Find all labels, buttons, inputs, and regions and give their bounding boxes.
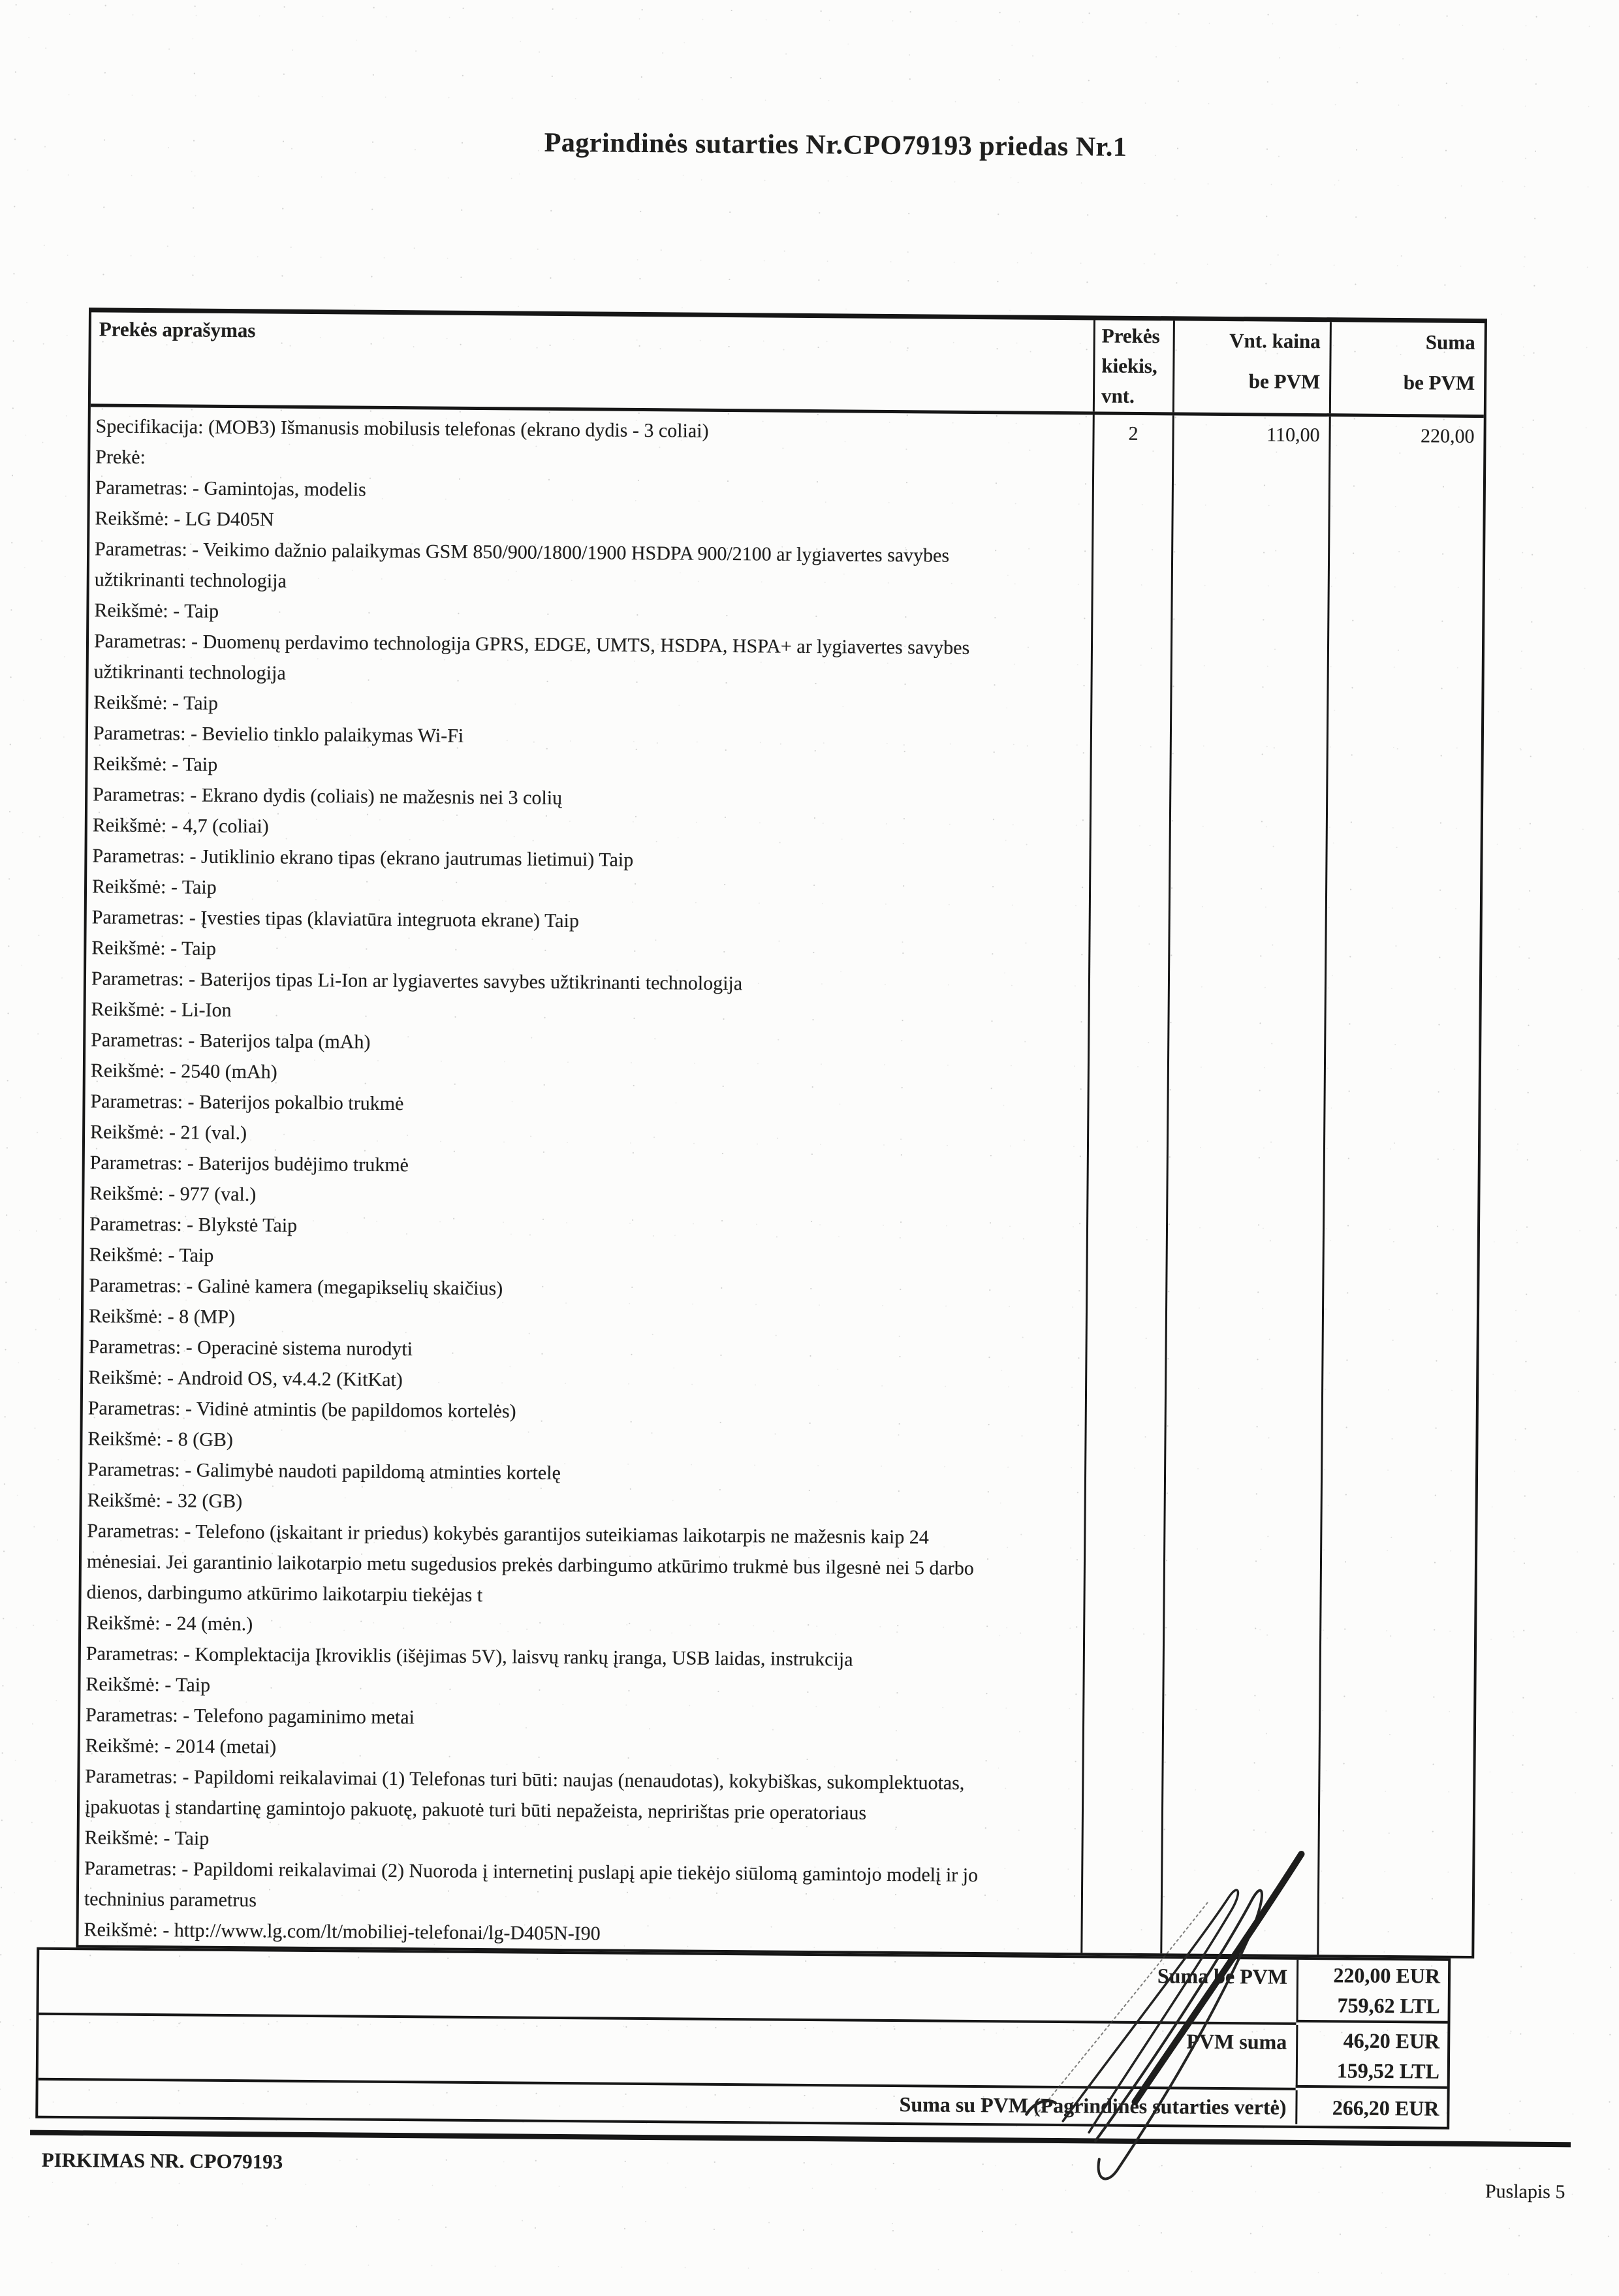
spec-line: dienos, darbingumo atkūrimo laikotarpiu tiekėjas t bbox=[86, 1581, 483, 1607]
spec-line: Parametras: - Duomenų perdavimo technologija GPRS, EDGE, UMTS, HSDPA, HSPA+ ar lygiavertes savybes bbox=[93, 630, 970, 659]
spec-line: Reikšmė: - 2014 (metai) bbox=[85, 1735, 277, 1758]
spec-line: Reikšmė: - 8 (MP) bbox=[88, 1305, 236, 1329]
spec-line: Reikšmė: - 24 (mėn.) bbox=[86, 1612, 253, 1635]
column-header-quantity bbox=[1093, 320, 1173, 412]
totals-pvm-suma-eur: 46,20 EUR bbox=[1343, 2028, 1440, 2053]
spec-line: Reikšmė: - 2540 (mAh) bbox=[90, 1060, 277, 1083]
totals-pvm-suma-ltl: 159,52 LTL bbox=[1336, 2058, 1440, 2083]
item-quantity: 2 bbox=[1080, 415, 1172, 1953]
spec-line: Reikšmė: - Taip bbox=[94, 599, 219, 622]
spec-line: Parametras: - Galimybė naudoti papildomą atminties kortelę bbox=[87, 1458, 561, 1485]
spec-line: Parametras: - Įvesties tipas (klaviatūra integruota ekrane) Taip bbox=[91, 906, 580, 932]
totals-table bbox=[35, 1947, 1451, 2130]
totals-value-suma-su-pvm bbox=[1295, 2090, 1447, 2126]
column-header-unit-price-line2: be PVM bbox=[1248, 370, 1321, 394]
spec-line: Reikšmė: - LG D405N bbox=[95, 507, 274, 531]
spec-line: Reikšmė: - 21 (val.) bbox=[89, 1121, 247, 1144]
totals-suma-be-pvm-eur: 220,00 EUR bbox=[1333, 1963, 1441, 1988]
totals-label-suma-su-pvm: Suma su PVM (Pagrindinės sutarties vertė) bbox=[899, 2092, 1287, 2119]
spec-line: Reikšmė: - Android OS, v4.4.2 (KitKat) bbox=[88, 1366, 403, 1391]
column-header-quantity-line3: vnt. bbox=[1101, 384, 1135, 407]
spec-line: Prekė: bbox=[95, 446, 146, 468]
spec-line: Reikšmė: - Taip bbox=[86, 1673, 211, 1696]
column-header-unit-price bbox=[1172, 321, 1330, 413]
spec-line: Reikšmė: - 8 (GB) bbox=[87, 1428, 234, 1451]
spec-line: Parametras: - Baterijos budėjimo trukmė bbox=[89, 1152, 409, 1176]
spec-line: užtikrinanti technologija bbox=[93, 661, 286, 684]
spec-line: Parametras: - Operacinė sistema nurodyti bbox=[88, 1336, 413, 1360]
totals-label-pvm-suma: PVM suma bbox=[39, 2015, 1297, 2090]
spec-line: Reikšmė: - Taip bbox=[91, 875, 217, 898]
spec-line: Parametras: - Bevielio tinklo palaikymas Wi-Fi bbox=[93, 722, 464, 747]
purchase-number: PIRKIMAS NR. CPO79193 bbox=[41, 2148, 283, 2173]
spec-line: Parametras: - Baterijos tipas Li-Ion ar lygiavertes savybes užtikrinanti technologija bbox=[91, 967, 743, 995]
items-table bbox=[76, 307, 1487, 1958]
spec-line: užtikrinanti technologija bbox=[94, 569, 287, 592]
item-total: 220,00 bbox=[1317, 417, 1483, 1956]
totals-value-pvm-suma bbox=[1296, 2025, 1448, 2089]
items-table-body-row bbox=[78, 407, 1483, 1956]
spec-line: Parametras: - Baterijos pokalbio trukmė bbox=[90, 1090, 404, 1115]
spec-line: Reikšmė: - 977 (val.) bbox=[89, 1182, 257, 1206]
spec-line: Reikšmė: - Taip bbox=[91, 937, 217, 960]
items-table-header-row bbox=[91, 312, 1485, 418]
item-unit-price: 110,00 bbox=[1160, 415, 1328, 1955]
spec-line: Parametras: - Papildomi reikalavimai (1) Telefonas turi būti: naujas (nenaudotas), kokybiškas, sukomplektuotas, bbox=[85, 1765, 965, 1794]
item-description bbox=[78, 407, 1092, 1953]
column-header-total bbox=[1329, 322, 1485, 415]
column-header-total-line2: be PVM bbox=[1403, 371, 1475, 394]
column-header-description: Prekės aprašymas bbox=[99, 317, 256, 342]
totals-suma-be-pvm-ltl: 759,62 LTL bbox=[1337, 1993, 1440, 2018]
column-header-quantity-line1: Prekės bbox=[1101, 324, 1160, 348]
totals-label-suma-be-pvm: Suma be PVM bbox=[39, 1950, 1297, 2025]
spec-line: Reikšmė: - Taip bbox=[93, 691, 219, 714]
spec-line: Parametras: - Gamintojas, modelis bbox=[95, 477, 366, 501]
spec-line: Parametras: - Blykstė Taip bbox=[89, 1213, 298, 1236]
footer-divider bbox=[30, 2130, 1571, 2148]
page-number: Puslapis 5 bbox=[1485, 2180, 1565, 2203]
totals-suma-su-pvm-eur: 266,20 EUR bbox=[1332, 2096, 1439, 2120]
column-header-quantity-line2: kiekis, bbox=[1101, 354, 1157, 378]
spec-line: Parametras: - Baterijos talpa (mAh) bbox=[91, 1029, 371, 1053]
spec-line: Parametras: - Papildomi reikalavimai (2) Nuoroda į internetinį puslapį apie tiekėjo siūlomą gamintojo modelį ir jo bbox=[84, 1857, 979, 1887]
spec-line: Parametras: - Telefono (įskaitant ir priedus) kokybės garantijos suteikiamas laikotarpis ne mažesnis kaip 24 bbox=[87, 1520, 929, 1549]
spec-line: techninius parametrus bbox=[84, 1888, 257, 1911]
spec-line: Reikšmė: - 32 (GB) bbox=[87, 1489, 243, 1513]
document-title: Pagrindinės sutarties Nr.CPO79193 priedas Nr.1 bbox=[544, 127, 1127, 163]
spec-line: Reikšmė: - Taip bbox=[93, 753, 218, 776]
column-header-unit-price-line1: Vnt. kaina bbox=[1229, 329, 1321, 353]
spec-line: Parametras: - Veikimo dažnio palaikymas GSM 850/900/1800/1900 HSDPA 900/2100 ar lygiavertes savybes bbox=[95, 538, 950, 567]
spec-line: Specifikacija: (MOB3) Išmanusis mobilusis telefonas (ekrano dydis - 3 coliai) bbox=[95, 415, 709, 442]
spec-line: Reikšmė: - 4,7 (coliai) bbox=[92, 814, 269, 838]
spec-line: Parametras: - Galinė kamera (megapikselių skaičius) bbox=[89, 1274, 503, 1300]
column-header-total-line1: Suma bbox=[1425, 330, 1475, 354]
spec-line: Reikšmė: - http://www.lg.com/lt/mobiliej-telefonai/lg-D405N-I90 bbox=[84, 1919, 601, 1945]
totals-value-suma-be-pvm bbox=[1296, 1960, 1448, 2024]
spec-line: įpakuotas į standartinę gamintojo pakuotę, pakuotė turi būti nepažeista, nepririštas prie operatoriaus bbox=[84, 1796, 867, 1824]
spec-line: Reikšmė: - Taip bbox=[84, 1827, 210, 1849]
spec-line: Parametras: - Telefono pagaminimo metai bbox=[85, 1704, 415, 1729]
spec-line: Parametras: - Komplektacija Įkroviklis (išėjimas 5V), laisvų rankų įranga, USB laidas, instrukcija bbox=[86, 1643, 853, 1671]
spec-line: Reikšmė: - Li-Ion bbox=[91, 998, 232, 1022]
spec-line: Parametras: - Vidinė atmintis (be papildomos kortelės) bbox=[87, 1397, 516, 1423]
spec-line: Parametras: - Jutiklinio ekrano tipas (ekrano jautrumas lietimui) Taip bbox=[92, 845, 634, 871]
spec-line: mėnesiai. Jei garantinio laikotarpio metu sugedusios prekės darbingumo atkūrimo trukmė bus ilgesnė nei 5 darbo bbox=[86, 1550, 974, 1579]
spec-line: Reikšmė: - Taip bbox=[89, 1244, 214, 1266]
spec-line: Parametras: - Ekrano dydis (coliais) ne mažesnis nei 3 colių bbox=[93, 783, 563, 810]
